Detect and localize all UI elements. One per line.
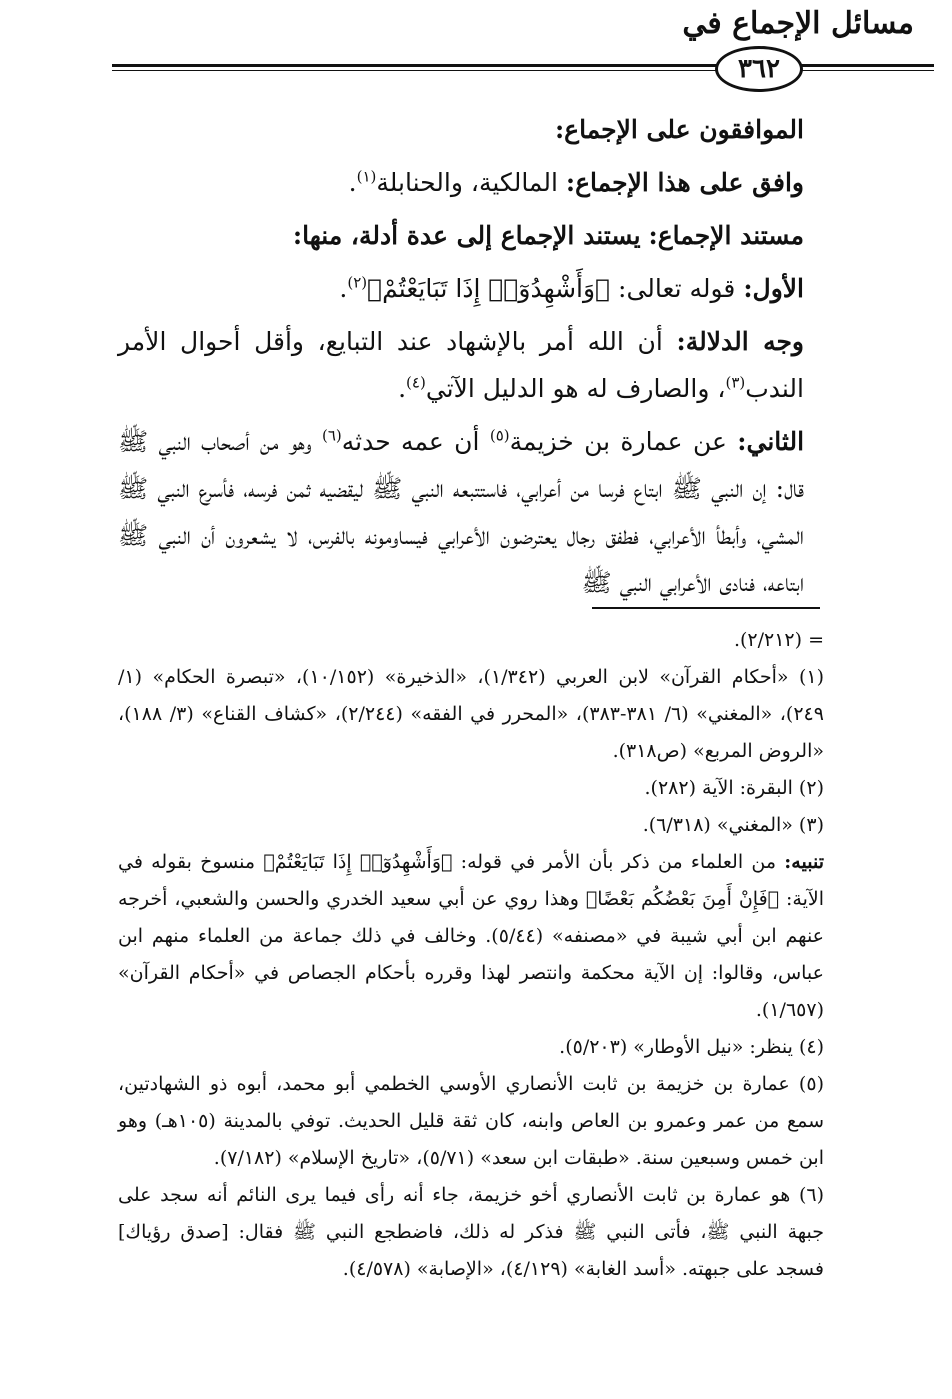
paragraph-basis [118,212,804,259]
text-agreement: المالكية، والحنابلة [376,168,558,197]
footnotes [118,622,824,1288]
label-evidence: وجه الدلالة: [676,327,804,356]
label-agreement: وافق على هذا الإجماع: [565,168,804,197]
paragraph-second [118,418,804,606]
text-first-end: . [339,274,348,303]
label-second: الثاني: [737,427,805,456]
heading-agreeing: الموافقون على الإجماع: [554,115,804,144]
footnote-separator [592,607,820,609]
text-second-3: وهو من أصحاب النبي ﷺ قال: إن النبي ﷺ ابتاع فرسا من أعرابي، فاستتبعه النبي ﷺ ليقضيه ثمن فرسه، فأسرع النبي ﷺ المشي، وأبطأ الأعرابي، فطفق رجال يعترضون الأعرابي فيساومونه بالفرس، لا يشعرون أن النبي ﷺ ابتاعه، فنادى الأعرابي النبي ﷺ [118,427,804,597]
footnote-3-note [118,844,824,1029]
text-first: قوله تعالى: ﴿وَأَشْهِدُوٓا۟ إِذَا تَبَايَعْتُمْ﴾ [367,274,736,303]
footnote-ref-4: (٤) [406,373,426,392]
footnote-6: (٦) هو عمارة بن ثابت الأنصاري أخو خزيمة، جاء أنه رأى فيما يرى النائم أنه سجد على جبهة النبي ﷺ، فأتى النبي ﷺ فذكر له ذلك، فاضطجع النبي ﷺ فقال: [صدق رؤياك] فسجد على جبهته. «أسد الغابة» (٤/١٢٩)، «الإصابة» (٤/٥٧٨). [118,1184,824,1280]
text-evidence-2: ، والصارف له هو الدليل الآتي [425,374,726,403]
footnote-5: (٥) عمارة بن خزيمة بن ثابت الأنصاري الأوسي الخطمي أبو محمد، أبوه ذو الشهادتين، سمع من عمر وعمرو بن العاص وابنه، كان ثقة قليل الحديث. توفي بالمدينة (١٠٥هـ) وهو ابن خمس وسبعين سنة. «طبقات ابن سعد» (٥/٧١)، «تاريخ الإسلام» (٧/١٨٢). [118,1073,824,1169]
note-label: تنبيه: [784,851,824,873]
footnote-4: (٤) ينظر: «نيل الأوطار» (٥/٢٠٣). [559,1036,824,1058]
text-evidence-end: . [398,374,407,403]
page-header [0,0,952,90]
note-text: من العلماء من ذكر بأن الأمر في قوله: ﴿وَأَشْهِدُوٓا۟ إِذَا تَبَايَعْتُمْ﴾ منسوخ بقوله في الآية: ﴿فَإِنْ أَمِنَ بَعْضُكُم بَعْضًا﴾ وهذا روي عن أبي سعيد الخدري والحسن والشعبي، أخرجه عنهم ابن أبي شيبة في «مصنفه» (٥/٤٤). وخالف في ذلك جماعة من العلماء منهم ابن عباس، وقالوا: إن الآية محكمة وانتصر لهذا وقرره بأحكام الجصاص في «أحكام القرآن» (١/٦٥٧). [118,851,825,1021]
paragraph-first [118,265,804,312]
running-title: مسائل الإجماع في [682,6,914,41]
page-number: ٣٦٢ [715,46,803,92]
text-second-1: عن عمارة بن خزيمة [509,427,727,456]
footnote-ref-6: (٦) [321,426,342,445]
footnote-1: (١) «أحكام القرآن» لابن العربي (١/٣٤٢)، «الذخيرة» (١٠/١٥٢)، «تبصرة الحكام» (١/ ٢٤٩)، «المغني» (٦/ ٣٨١-٣٨٣)، «المحرر في الفقه» (٢/٢٤٤)، «كشاف القناع» (٣/ ١٨٨)، «الروض المربع» (ص٣١٨). [118,666,824,762]
main-text [118,106,804,612]
text-basis: يستند الإجماع إلى عدة أدلة، منها: [292,221,641,250]
label-first: الأول: [743,274,804,303]
paragraph-evidence [118,318,804,412]
footnote-3: (٣) «المغني» (٦/٣١٨). [642,814,824,836]
label-basis: مستند الإجماع: [648,221,804,250]
paragraph-agreeing [118,106,804,153]
footnote-ref-3: (٣) [725,373,746,392]
text-evidence-1: أن الله أمر بالإشهاد عند التبايع، وأقل أحوال الأمر الندب [118,327,804,403]
text-agreement-end: . [348,168,357,197]
footnote-2: (٢) البقرة: الآية (٢٨٢). [644,777,824,799]
paragraph-agreement [118,159,804,206]
header-rule-thin [112,70,934,71]
text-second-2: أن عمه حدثه [341,427,480,456]
footnote-ref-5: (٥) [489,426,510,445]
footnote-continuation: = (٢/٢١٢). [733,629,824,651]
footnote-ref-2: (٢) [347,273,368,292]
footnote-ref-1: (١) [356,167,377,186]
header-rule-thick [112,64,934,67]
